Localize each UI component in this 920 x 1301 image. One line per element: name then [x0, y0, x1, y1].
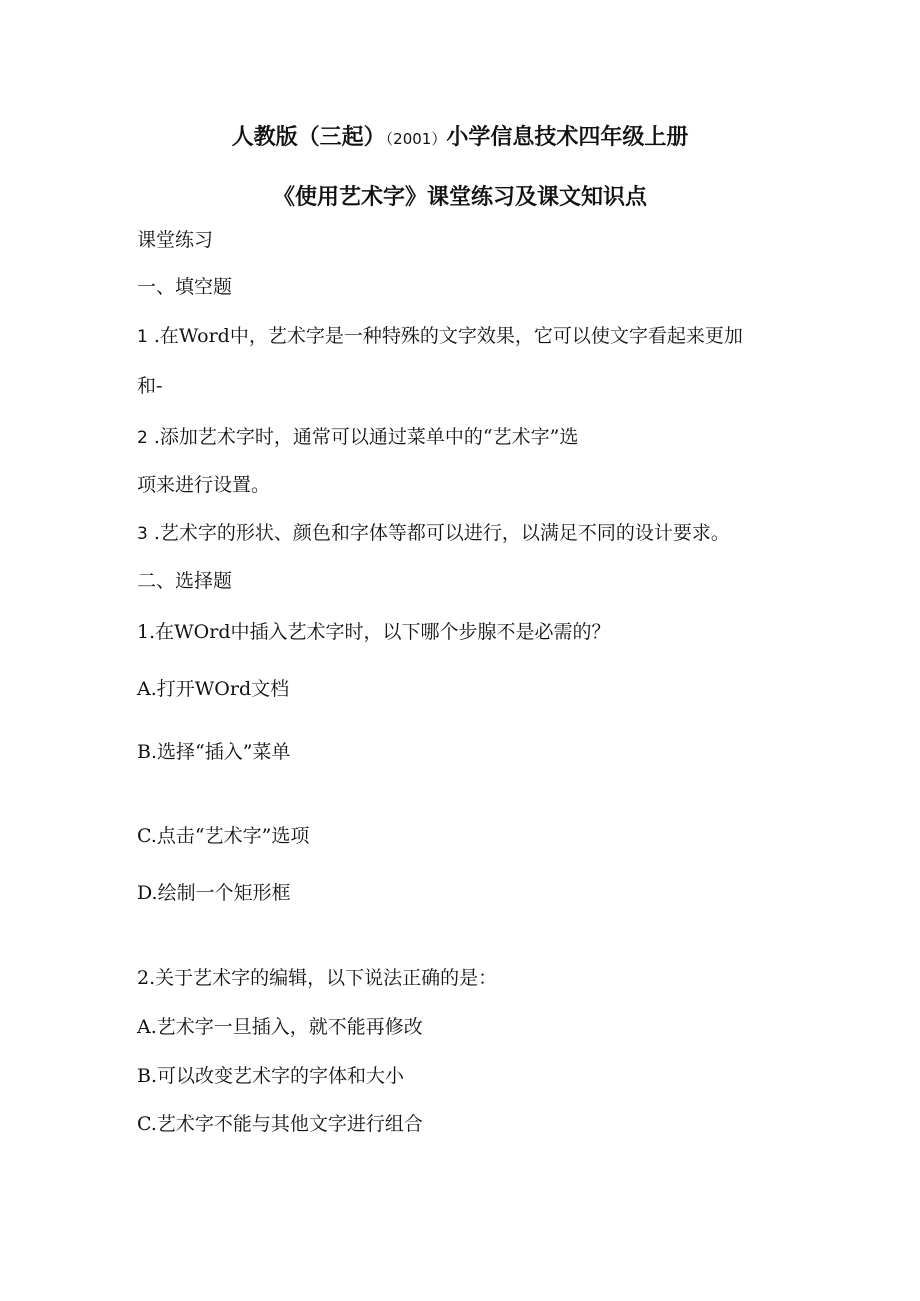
- section-label: 课堂练习: [137, 229, 214, 251]
- fill-q3-line1: [137, 524, 730, 543]
- choice-q1-option-b: B.选择“插入”菜单: [137, 741, 291, 763]
- choice-q1-option-c: C.点击“艺术字”选项: [137, 825, 310, 847]
- title-part2: 小学信息技术四年级上册: [446, 125, 689, 150]
- choice-heading: 二、选择题: [137, 570, 233, 592]
- fill-q3-text: .艺术字的形状、颜色和字体等都可以进行，以满足不同的设计要求。: [147, 522, 730, 544]
- choice-q1-option-d: D.绘制一个矩形框: [137, 882, 291, 904]
- choice-q1-option-a: A.打开WOrd文档: [137, 678, 290, 700]
- document-subtitle: 《使用艺术字》课堂练习及课文知识点: [272, 185, 647, 210]
- fill-q2-line2: 项来进行设置。: [137, 474, 271, 496]
- choice-q2-option-c: C.艺术字不能与其他文字进行组合: [137, 1113, 423, 1135]
- choice-q2-stem: 2.关于艺术字的编辑，以下说法正确的是：: [137, 967, 498, 989]
- fill-blank-heading: 一、填空题: [137, 276, 233, 298]
- fill-q1-line2: 和-: [137, 375, 163, 397]
- choice-q2-option-b: B.可以改变艺术字的字体和大小: [137, 1065, 405, 1087]
- choice-q1-stem: 1.在WOrd中插入艺术字时，以下哪个步腺不是必需的？: [137, 621, 611, 643]
- fill-q2-number: 2: [137, 428, 148, 448]
- fill-q3-number: 3: [137, 524, 148, 544]
- fill-q2-line1: [137, 428, 578, 447]
- title-part1: 人教版（三起）: [231, 125, 386, 150]
- fill-q2-text: .添加艺术字时，通常可以通过菜单中的“艺术字”选: [147, 426, 579, 448]
- choice-q2-option-a: A.艺术字一旦插入，就不能再修改: [137, 1016, 423, 1038]
- title-year: （2001）: [385, 130, 447, 148]
- document-title: [0, 120, 920, 151]
- fill-q1-number: 1: [137, 327, 148, 347]
- fill-q1-line1: [137, 327, 743, 346]
- fill-q1-text: .在Word中，艺术字是一种特殊的文字效果，它可以使文字看起来更加: [147, 325, 743, 347]
